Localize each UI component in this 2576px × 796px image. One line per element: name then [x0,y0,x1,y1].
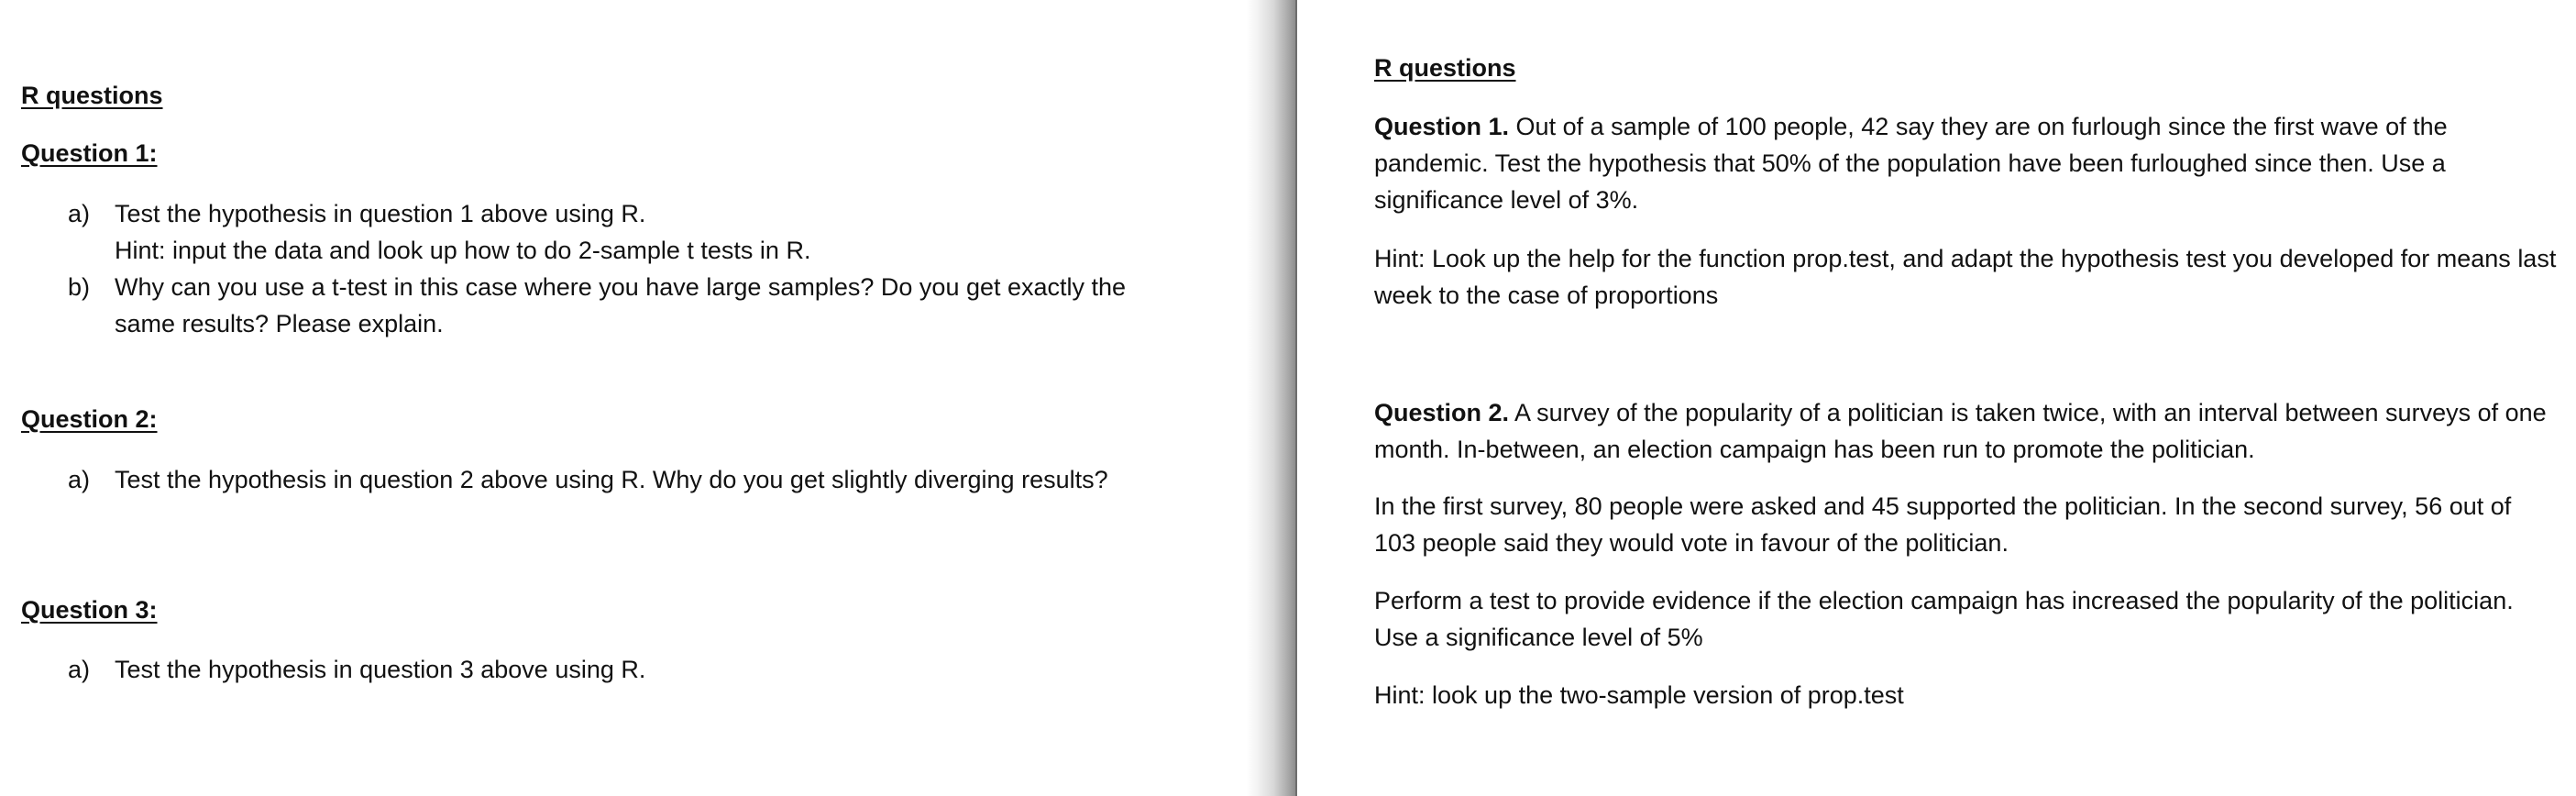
question-1-item-a-hint: Hint: input the data and look up how to do 2-sample t tests in R. [115,237,811,264]
question-1-label: Question 1. [1374,113,1510,140]
list-marker: b) [68,273,91,301]
question-2-task-paragraph: Perform a test to provide evidence if the election campaign has increased the popularity of the politician. Use a significance level of 5% [1374,587,2514,651]
question-1-paragraph [1374,108,2557,218]
question-1-heading: Question 1: [21,139,158,167]
item-text: Test the hypothesis in question 3 above using R. [115,656,646,683]
question-1-item-b [68,269,1205,342]
question-2-text: A survey of the popularity of a politician is taken twice, with an interval between surveys of one month. In-between, an election campaign has been run to promote the politician. [1374,399,2547,463]
question-3-heading: Question 3: [21,596,158,624]
list-marker: a) [68,466,91,493]
list-marker: a) [68,656,91,683]
item-text: Why can you use a t-test in this case where you have large samples? Do you get exactly the same results? Please explain. [115,273,1127,337]
left-page [0,0,1247,796]
list-marker: a) [68,200,91,227]
question-2-heading: Question 2: [21,405,158,433]
question-1-text: Out of a sample of 100 people, 42 say they are on furlough since the first wave of the pandemic. Test the hypothesis that 50% of the population have been furloughed since then. Use a significance level of 3%. [1374,113,2448,214]
question-2-label: Question 2. [1374,399,1510,426]
right-page [1297,0,2576,796]
question-3-item-a [68,651,1205,688]
question-1-item-a [68,195,1205,232]
item-text: Test the hypothesis in question 1 above using R. [115,200,646,227]
page-title: R questions [21,82,163,109]
question-2-item-a [68,461,1223,498]
question-2-hint: Hint: look up the two-sample version of prop.test [1374,681,1904,709]
question-1-hint: Hint: Look up the help for the function prop.test, and adapt the hypothesis test you developed for means last week to the case of proportions [1374,245,2557,309]
question-2-data-paragraph: In the first survey, 80 people were asked and 45 supported the politician. In the second survey, 56 out of 103 people said they would vote in favour of the politician. [1374,492,2512,557]
page-gutter-shadow [1247,0,1295,796]
question-2-paragraph [1374,394,2570,468]
item-text: Test the hypothesis in question 2 above using R. Why do you get slightly diverging results? [115,466,1108,493]
page-title: R questions [1374,54,1516,82]
